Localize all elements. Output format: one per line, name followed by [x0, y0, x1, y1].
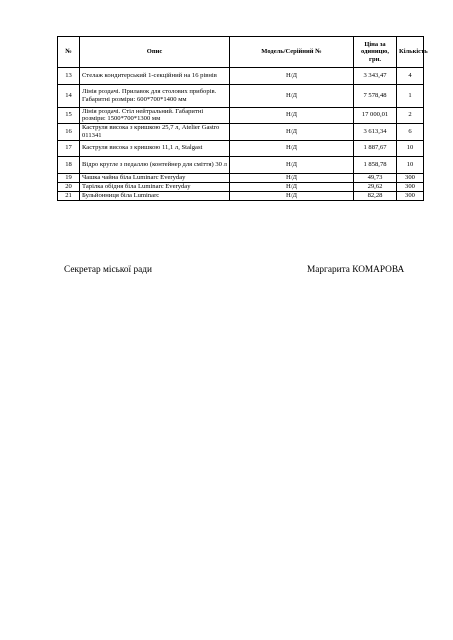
row-model: Н/Д	[230, 107, 354, 124]
row-description: Стелаж кондитерський 1-секційний на 16 рівнів	[80, 68, 230, 85]
signature-position: Секретар міської ради	[64, 265, 152, 275]
inventory-table	[57, 36, 428, 201]
row-description: Бульйонниця біла Luminarc	[80, 192, 230, 201]
row-quantity: 2	[397, 107, 424, 124]
row-quantity: 300	[397, 173, 424, 182]
row-description: Каструля висока з кришкою 11,1 л, Stalgast	[80, 140, 230, 157]
table-row	[58, 192, 424, 201]
row-model: Н/Д	[230, 173, 354, 182]
row-number: 20	[58, 182, 80, 191]
row-quantity: 6	[397, 124, 424, 141]
table-row	[58, 182, 424, 191]
row-price: 3 613,34	[354, 124, 397, 141]
row-number: 13	[58, 68, 80, 85]
row-model: Н/Д	[230, 157, 354, 174]
row-number: 17	[58, 140, 80, 157]
row-number: 18	[58, 157, 80, 174]
row-description: Тарілка обідня біла Luminarc Everyday	[80, 182, 230, 191]
row-description: Лінія роздачі. Стіл нейтральний. Габаритні розміри: 1500*700*1300 мм	[80, 107, 230, 124]
table-row	[58, 68, 424, 85]
header-quantity: Кількість	[397, 37, 424, 68]
table-row	[58, 107, 424, 124]
row-price: 1 858,78	[354, 157, 397, 174]
row-model: Н/Д	[230, 124, 354, 141]
row-number: 14	[58, 84, 80, 107]
table-row	[58, 140, 424, 157]
header-model: Модель/Серійний №	[230, 37, 354, 68]
row-price: 1 887,67	[354, 140, 397, 157]
row-price: 82,28	[354, 192, 397, 201]
row-number: 19	[58, 173, 80, 182]
header-price: Ціна за одиницю, грн.	[354, 37, 397, 68]
table-row	[58, 84, 424, 107]
row-description: Відро кругле з педаллю (контейнер для сміття) 30 л	[80, 157, 230, 174]
row-quantity: 300	[397, 182, 424, 191]
row-quantity: 300	[397, 192, 424, 201]
row-model: Н/Д	[230, 192, 354, 201]
row-price: 17 000,01	[354, 107, 397, 124]
table-header-row	[58, 37, 424, 68]
header-description: Опис	[80, 37, 230, 68]
row-quantity: 10	[397, 157, 424, 174]
row-quantity: 10	[397, 140, 424, 157]
row-quantity: 1	[397, 84, 424, 107]
table-row	[58, 157, 424, 174]
row-model: Н/Д	[230, 84, 354, 107]
row-model: Н/Д	[230, 68, 354, 85]
row-number: 16	[58, 124, 80, 141]
row-model: Н/Д	[230, 140, 354, 157]
row-quantity: 4	[397, 68, 424, 85]
row-price: 49,73	[354, 173, 397, 182]
row-price: 3 343,47	[354, 68, 397, 85]
row-number: 21	[58, 192, 80, 201]
row-price: 7 578,48	[354, 84, 397, 107]
header-number: №	[58, 37, 80, 68]
table-row	[58, 173, 424, 182]
signature-name: Маргарита КОМАРОВА	[307, 265, 405, 275]
row-price: 29,62	[354, 182, 397, 191]
row-description: Чашка чайна біла Luminarc Everyday	[80, 173, 230, 182]
row-model: Н/Д	[230, 182, 354, 191]
row-number: 15	[58, 107, 80, 124]
table-row	[58, 124, 424, 141]
row-description: Каструля висока з кришкою 25,7 л, Atelier Gastro 011341	[80, 124, 230, 141]
row-description: Лінія роздачі. Прилавок для столових приборів. Габаритні розміри: 600*700*1400 мм	[80, 84, 230, 107]
